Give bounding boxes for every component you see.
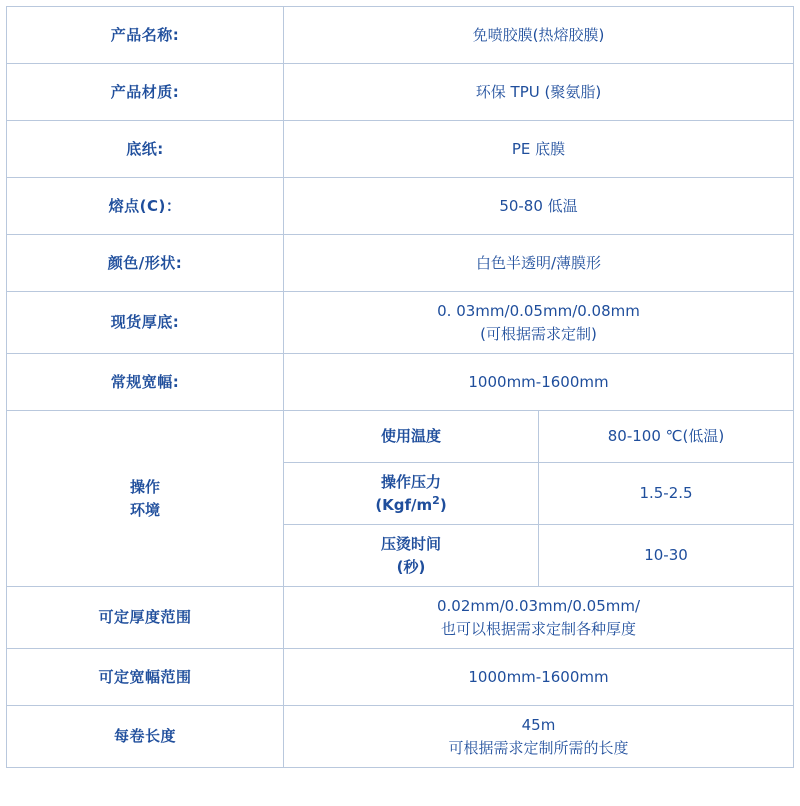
operating-pressure-line-1: 操作压力 <box>380 472 441 491</box>
spec-value-operating-pressure: 1.5-2.5 <box>539 463 794 525</box>
roll-length-line-2: 可根据需求定制所需的长度 <box>448 738 629 757</box>
spec-sublabel-press-time <box>284 525 539 587</box>
custom-thickness-line-2: 也可以根据需求定制各种厚度 <box>440 619 636 638</box>
spec-label-stock-thickness: 现货厚底: <box>7 292 284 354</box>
roll-length-line-1: 45m <box>521 716 556 734</box>
product-spec-table <box>6 6 794 768</box>
operating-pressure-exponent: 2 <box>432 494 440 507</box>
table-row <box>7 706 794 768</box>
table-row <box>7 7 794 64</box>
spec-value-melting-point: 50-80 低温 <box>284 178 794 235</box>
table-row <box>7 292 794 354</box>
operating-environment-line-2: 环境 <box>129 500 160 519</box>
stock-thickness-line-1: 0. 03mm/0.05mm/0.08mm <box>437 302 640 320</box>
table-row <box>7 121 794 178</box>
spec-sublabel-operating-pressure <box>284 463 539 525</box>
table-row <box>7 649 794 706</box>
spec-label-standard-width: 常规宽幅: <box>7 354 284 411</box>
table-row <box>7 235 794 292</box>
spec-value-stock-thickness <box>284 292 794 354</box>
operating-pressure-unit: (Kgf/m <box>375 496 433 514</box>
spec-sublabel-use-temperature: 使用温度 <box>284 411 539 463</box>
spec-value-press-time: 10-30 <box>539 525 794 587</box>
custom-thickness-line-1: 0.02mm/0.03mm/0.05mm/ <box>436 597 641 615</box>
spec-label-custom-thickness-range: 可定厚度范围 <box>7 587 284 649</box>
spec-label-operating-environment <box>7 411 284 587</box>
spec-value-custom-thickness-range <box>284 587 794 649</box>
spec-value-custom-width-range: 1000mm-1600mm <box>284 649 794 706</box>
spec-value-roll-length <box>284 706 794 768</box>
spec-label-melting-point: 熔点(C)： <box>7 178 284 235</box>
spec-value-color-shape: 白色半透明/薄膜形 <box>284 235 794 292</box>
operating-environment-line-1: 操作 <box>129 478 160 496</box>
press-time-line-1: 压烫时间 <box>380 535 441 553</box>
operating-pressure-line-2 <box>290 493 532 517</box>
spec-value-product-name: 免喷胶膜(热熔胶膜) <box>284 7 794 64</box>
spec-value-standard-width: 1000mm-1600mm <box>284 354 794 411</box>
operating-pressure-unit-close: ) <box>439 496 447 514</box>
table-row <box>7 587 794 649</box>
spec-label-backing-paper: 底纸: <box>7 121 284 178</box>
spec-value-backing-paper: PE 底膜 <box>284 121 794 178</box>
spec-label-color-shape: 颜色/形状: <box>7 235 284 292</box>
stock-thickness-line-2: (可根据需求定制) <box>480 324 597 343</box>
table-row <box>7 64 794 121</box>
spec-value-material: 环保 TPU (聚氨脂) <box>284 64 794 121</box>
table-row <box>7 354 794 411</box>
table-row <box>7 178 794 235</box>
spec-label-product-name: 产品名称: <box>7 7 284 64</box>
spec-value-use-temperature: 80-100 ℃(低温) <box>539 411 794 463</box>
spec-label-roll-length: 每卷长度 <box>7 706 284 768</box>
press-time-line-2: (秒) <box>396 557 426 576</box>
table-row <box>7 411 794 463</box>
spec-label-custom-width-range: 可定宽幅范围 <box>7 649 284 706</box>
spec-label-material: 产品材质: <box>7 64 284 121</box>
